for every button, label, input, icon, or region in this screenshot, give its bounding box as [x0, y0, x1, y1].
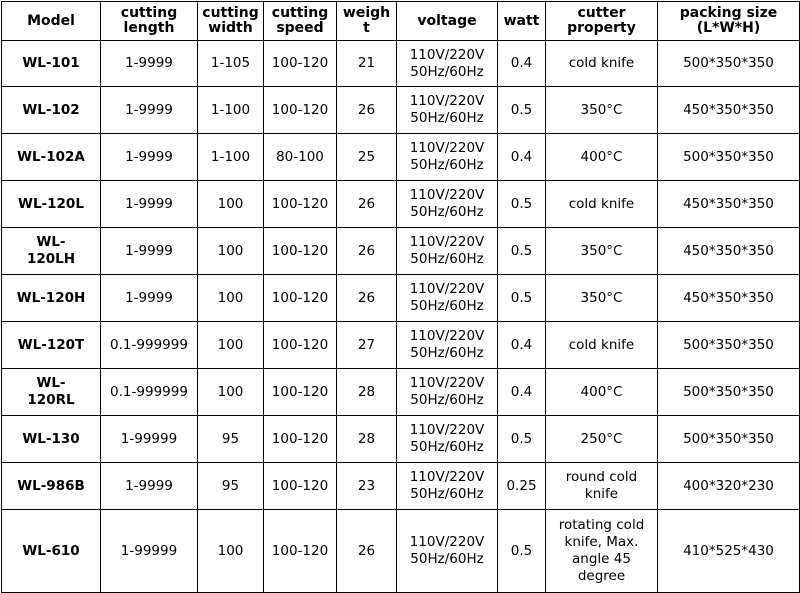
cell-cutting-width	[198, 275, 264, 322]
cell-text: 25	[357, 148, 376, 165]
cell-cutter-property	[546, 228, 658, 275]
cell-text: 500*350*350	[683, 383, 774, 400]
cell-text: 500*350*350	[683, 430, 774, 447]
cell-watt	[498, 228, 546, 275]
cell-voltage	[397, 463, 498, 510]
cell-text: WL-610	[22, 542, 80, 559]
cell-text: 0.4	[510, 55, 533, 71]
cell-cutter-property	[546, 369, 658, 416]
cell-text: 95	[221, 430, 240, 447]
cell-weight	[337, 134, 397, 181]
cell-cutting-length	[101, 416, 198, 463]
cell-cutter-property	[546, 416, 658, 463]
cell-cutting-length	[101, 463, 198, 510]
cell-text: 110V/220V 50Hz/60Hz	[409, 46, 485, 80]
cell-weight	[337, 463, 397, 510]
cell-text: 110V/220V 50Hz/60Hz	[409, 281, 485, 314]
cell-packing-size	[658, 416, 800, 463]
cell-text: 400*320*230	[683, 477, 774, 494]
cell-watt	[498, 181, 546, 228]
cell-weight	[337, 87, 397, 134]
cell-weight	[337, 510, 397, 593]
cell-cutter-property	[546, 41, 658, 87]
cell-text: 100-120	[271, 542, 329, 559]
table-row	[2, 181, 800, 228]
cell-cutter-property	[546, 87, 658, 134]
cell-text: 500*350*350	[683, 55, 774, 71]
cell-cutting-length	[101, 369, 198, 416]
cell-text: 100-120	[271, 383, 329, 400]
cell-text: 450*350*350	[683, 195, 774, 212]
cell-text: WL-101	[22, 55, 80, 71]
cell-text: WL- 120RL	[27, 375, 75, 408]
cell-cutting-width	[198, 322, 264, 369]
header-cutting-width: cutting width	[198, 2, 264, 41]
cell-model	[2, 322, 101, 369]
cell-model	[2, 181, 101, 228]
cell-text: 100-120	[271, 101, 329, 118]
cell-text: 1-99999	[120, 542, 178, 559]
table-row	[2, 228, 800, 275]
cell-text: WL-102	[22, 101, 80, 118]
header-voltage: voltage	[397, 2, 498, 41]
cell-text: 0.4	[510, 383, 533, 400]
cell-text: 500*350*350	[683, 148, 774, 165]
cell-watt	[498, 510, 546, 593]
cell-cutting-width	[198, 463, 264, 510]
table-row	[2, 41, 800, 87]
cell-text: 110V/220V 50Hz/60Hz	[409, 375, 485, 408]
cell-text: 400°C	[580, 383, 623, 400]
cell-watt	[498, 87, 546, 134]
cell-text: 110V/220V 50Hz/60Hz	[409, 422, 485, 455]
cell-text: 26	[357, 195, 376, 212]
cell-cutting-width	[198, 416, 264, 463]
cell-text: 450*350*350	[683, 289, 774, 306]
cell-model	[2, 228, 101, 275]
table-row	[2, 322, 800, 369]
cell-cutting-length	[101, 134, 198, 181]
cell-cutter-property	[546, 510, 658, 593]
cell-packing-size	[658, 322, 800, 369]
cell-text: WL-120H	[16, 289, 86, 306]
cell-text: 0.5	[510, 289, 533, 306]
cell-text: 26	[357, 242, 376, 259]
cell-cutter-property	[546, 322, 658, 369]
cell-text: cold knife	[568, 55, 635, 71]
cell-text: round cold knife	[565, 469, 638, 502]
header-watt: watt	[498, 2, 546, 41]
cell-text: 0.4	[510, 148, 533, 165]
cell-packing-size	[658, 87, 800, 134]
cell-watt	[498, 41, 546, 87]
cell-cutting-width	[198, 41, 264, 87]
cell-text: 100-120	[271, 336, 329, 353]
cell-weight	[337, 369, 397, 416]
header-weight: weigh t	[337, 2, 397, 41]
cell-packing-size	[658, 228, 800, 275]
cell-cutting-speed	[264, 463, 337, 510]
cell-text: 1-99999	[120, 430, 178, 447]
cell-text: WL-986B	[17, 477, 85, 494]
cell-text: 1-9999	[125, 101, 173, 118]
cell-voltage	[397, 134, 498, 181]
cell-cutting-width	[198, 87, 264, 134]
cell-voltage	[397, 510, 498, 593]
cell-voltage	[397, 41, 498, 87]
cell-text: WL-120T	[17, 336, 85, 353]
cell-text: 95	[221, 477, 240, 494]
cell-text: 100	[217, 242, 244, 259]
cell-text: WL-130	[22, 430, 80, 447]
cell-text: 100-120	[271, 55, 329, 71]
cell-text: 80-100	[276, 148, 324, 165]
cell-model	[2, 416, 101, 463]
cell-watt	[498, 416, 546, 463]
cell-text: 26	[357, 289, 376, 306]
header-cutting-length: cutting length	[101, 2, 198, 41]
cell-model	[2, 41, 101, 87]
cell-cutter-property	[546, 463, 658, 510]
cell-text: 110V/220V 50Hz/60Hz	[409, 469, 485, 502]
cell-voltage	[397, 322, 498, 369]
table-row	[2, 134, 800, 181]
cell-text: 100-120	[271, 242, 329, 259]
cell-text: 350°C	[580, 289, 623, 306]
cell-watt	[498, 369, 546, 416]
cell-packing-size	[658, 134, 800, 181]
cell-weight	[337, 181, 397, 228]
header-cutting-speed: cutting speed	[264, 2, 337, 41]
cell-text: 0.5	[510, 195, 533, 212]
cell-text: 0.1-999999	[110, 336, 188, 353]
cell-text: 110V/220V 50Hz/60Hz	[409, 187, 485, 220]
table-row	[2, 369, 800, 416]
cell-packing-size	[658, 181, 800, 228]
cell-cutting-speed	[264, 134, 337, 181]
cell-text: 350°C	[580, 101, 623, 118]
cell-text: 110V/220V 50Hz/60Hz	[409, 328, 485, 361]
cell-text: 28	[357, 383, 376, 400]
cell-text: 400°C	[580, 148, 623, 165]
cell-cutting-length	[101, 510, 198, 593]
table-row	[2, 87, 800, 134]
cell-voltage	[397, 275, 498, 322]
cell-text: 26	[357, 101, 376, 118]
cell-cutting-speed	[264, 322, 337, 369]
cell-text: 1-9999	[125, 148, 173, 165]
cell-text: 0.4	[510, 336, 533, 353]
cell-text: 28	[357, 430, 376, 447]
cell-packing-size	[658, 275, 800, 322]
table-row	[2, 463, 800, 510]
cell-text: 410*525*430	[683, 542, 774, 559]
cell-text: 110V/220V 50Hz/60Hz	[409, 534, 485, 567]
cell-packing-size	[658, 41, 800, 87]
cell-text: 500*350*350	[683, 336, 774, 353]
cell-text: 1-9999	[125, 289, 173, 306]
cell-packing-size	[658, 463, 800, 510]
cell-text: WL-120L	[18, 195, 84, 212]
cell-text: cold knife	[568, 195, 635, 212]
cell-cutting-width	[198, 134, 264, 181]
cell-cutting-length	[101, 322, 198, 369]
cell-cutting-speed	[264, 416, 337, 463]
cell-watt	[498, 134, 546, 181]
cell-text: 23	[357, 477, 376, 494]
cell-weight	[337, 275, 397, 322]
cell-cutter-property	[546, 134, 658, 181]
cell-weight	[337, 41, 397, 87]
cell-voltage	[397, 87, 498, 134]
table-row	[2, 275, 800, 322]
cell-cutting-length	[101, 228, 198, 275]
cell-cutting-length	[101, 87, 198, 134]
cell-text: 0.25	[506, 477, 537, 494]
cell-text: 450*350*350	[683, 101, 774, 118]
cell-text: 110V/220V 50Hz/60Hz	[409, 140, 485, 173]
table-row	[2, 416, 800, 463]
cell-text: 100-120	[271, 289, 329, 306]
cell-cutting-speed	[264, 510, 337, 593]
cell-text: 100	[217, 289, 244, 306]
header-packing-size: packing size (L*W*H)	[658, 2, 800, 41]
cell-voltage	[397, 228, 498, 275]
cell-cutting-speed	[264, 275, 337, 322]
cell-text: 1-9999	[125, 477, 173, 494]
cell-cutting-length	[101, 41, 198, 87]
cell-text: rotating cold knife, Max. angle 45 degree	[558, 517, 645, 584]
cell-voltage	[397, 181, 498, 228]
cell-model	[2, 510, 101, 593]
cell-text: 0.5	[510, 542, 533, 559]
cell-text: 100	[217, 542, 244, 559]
cell-weight	[337, 322, 397, 369]
cell-text: 100-120	[271, 477, 329, 494]
cell-packing-size	[658, 510, 800, 593]
spec-table	[1, 1, 800, 593]
cell-cutting-speed	[264, 369, 337, 416]
cell-text: 100	[217, 336, 244, 353]
cell-text: 100-120	[271, 430, 329, 447]
cell-text: 0.5	[510, 242, 533, 259]
cell-text: 450*350*350	[683, 242, 774, 259]
cell-cutting-speed	[264, 41, 337, 87]
header-cutter-property: cutter property	[546, 2, 658, 41]
cell-text: 100	[217, 383, 244, 400]
cell-text: 26	[357, 542, 376, 559]
cell-cutting-width	[198, 510, 264, 593]
cell-text: WL-102A	[17, 148, 85, 165]
cell-cutting-speed	[264, 228, 337, 275]
cell-voltage	[397, 416, 498, 463]
cell-watt	[498, 275, 546, 322]
cell-packing-size	[658, 369, 800, 416]
cell-voltage	[397, 369, 498, 416]
cell-cutting-width	[198, 228, 264, 275]
cell-model	[2, 275, 101, 322]
cell-watt	[498, 322, 546, 369]
cell-model	[2, 87, 101, 134]
cell-cutter-property	[546, 275, 658, 322]
header-model: Model	[2, 2, 101, 41]
cell-text: 21	[357, 55, 376, 71]
cell-text: 0.5	[510, 101, 533, 118]
cell-text: 110V/220V 50Hz/60Hz	[409, 234, 485, 267]
cell-text: 100-120	[271, 195, 329, 212]
cell-text: 350°C	[580, 242, 623, 259]
cell-text: 1-9999	[125, 242, 173, 259]
cell-text: 100	[217, 195, 244, 212]
cell-cutting-width	[198, 181, 264, 228]
cell-text: 110V/220V 50Hz/60Hz	[409, 93, 485, 126]
cell-cutting-speed	[264, 181, 337, 228]
table-row	[2, 510, 800, 593]
cell-weight	[337, 416, 397, 463]
cell-text: 27	[357, 336, 376, 353]
cell-text: 0.5	[510, 430, 533, 447]
cell-text: WL- 120LH	[26, 234, 76, 267]
cell-model	[2, 463, 101, 510]
cell-text: 250°C	[580, 430, 623, 447]
cell-cutting-length	[101, 181, 198, 228]
cell-cutting-width	[198, 369, 264, 416]
cell-text: 1-100	[210, 148, 251, 165]
cell-cutter-property	[546, 181, 658, 228]
cell-model	[2, 369, 101, 416]
cell-weight	[337, 228, 397, 275]
cell-text: 1-9999	[125, 195, 173, 212]
header-row	[2, 2, 800, 41]
cell-text: 1-105	[210, 55, 251, 71]
cell-cutting-speed	[264, 87, 337, 134]
cell-text: 0.1-999999	[110, 383, 188, 400]
cell-text: 1-100	[210, 101, 251, 118]
cell-model	[2, 134, 101, 181]
cell-text: cold knife	[568, 336, 635, 353]
cell-cutting-length	[101, 275, 198, 322]
cell-text: 1-9999	[125, 55, 173, 71]
cell-watt	[498, 463, 546, 510]
